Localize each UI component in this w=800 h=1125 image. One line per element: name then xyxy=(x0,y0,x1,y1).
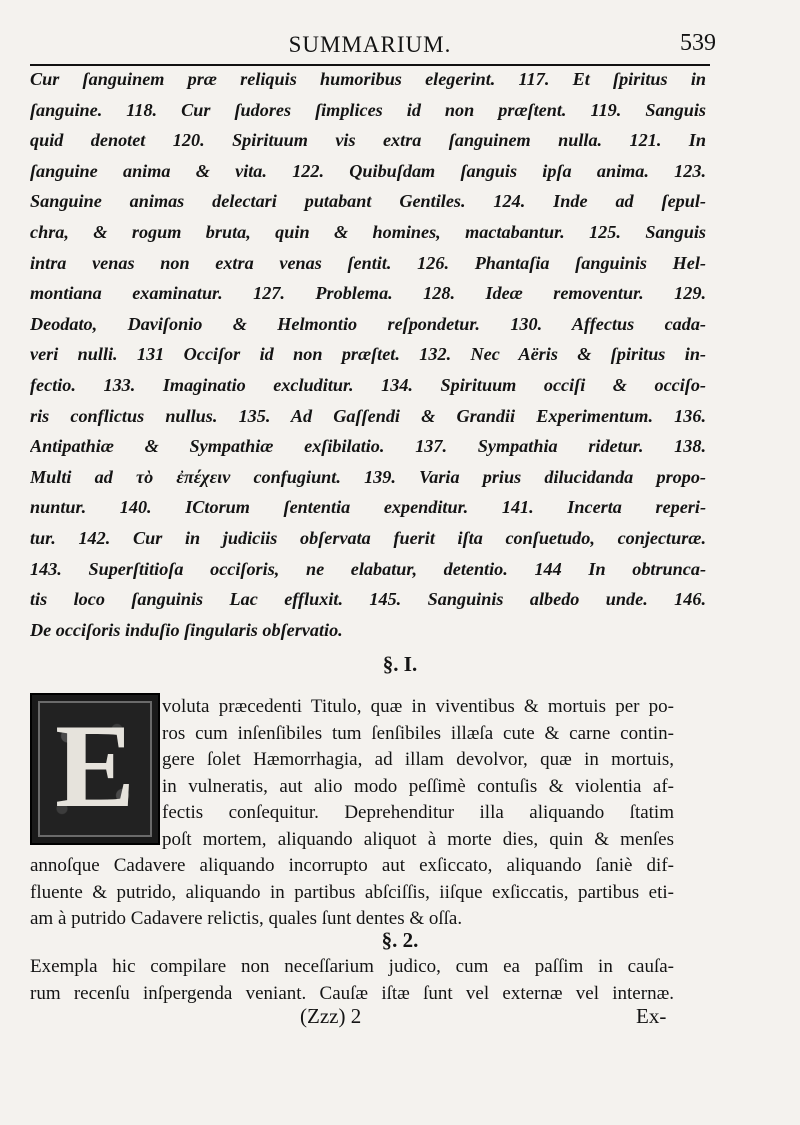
summary-line: ris conflictus nullus. 135. Ad Gaſſendi & Grandii Experimentum. 136. xyxy=(30,405,706,426)
section-2-text xyxy=(30,954,674,1007)
summary-line: quid denotet 120. Spirituum vis extra ſanguinem nulla. 121. In xyxy=(30,130,706,151)
body-line: fectis conſequitur. Deprehenditur illa aliquando ſtatim xyxy=(162,802,674,824)
summary-line: tis loco ſanguinis Lac effluxit. 145. Sanguinis albedo unde. 146. xyxy=(30,589,706,610)
summary-line: Antipathiæ & Sympathiæ exſibilatio. 137. Sympathia ridetur. 138. xyxy=(30,436,706,457)
body-line: rum recenſu inſpergenda veniant. Cauſæ iſtæ ſunt vel externæ vel internæ. xyxy=(30,982,674,1004)
summary-line: Sanguine animas delectari putabant Gentiles. 124. Inde ad ſepul- xyxy=(30,191,706,212)
summary-line: ſanguine anima & vita. 122. Quibuſdam ſanguis ipſa anima. 123. xyxy=(30,160,706,181)
summary-line: montiana examinatur. 127. Problema. 128. Ideæ removentur. 129. xyxy=(30,283,706,304)
body-line: poſt mortem, aliquando aliquot à morte dies, quin & menſes xyxy=(162,828,674,850)
summary-line: tur. 142. Cur in judiciis obſervata fuerit iſta conſuetudo, conjecturæ. xyxy=(30,527,706,548)
summary-line: veri nulli. 131 Occiſor id non præſtet. 132. Nec Aëris & ſpiritus in- xyxy=(30,344,706,365)
page-number: 539 xyxy=(680,30,716,56)
summary-line: ſanguine. 118. Cur ſudores ſimplices id non præſtent. 119. Sanguis xyxy=(30,99,706,120)
decorated-initial xyxy=(30,693,160,845)
body-line: am à putrido Cadavere relictis, quales ſunt dentes & oſſa. xyxy=(30,908,463,930)
running-head xyxy=(30,28,716,66)
summary-line: nuntur. 140. ICtorum ſententia expenditur. 141. Incerta reperi- xyxy=(30,497,706,518)
signature-mark: (Zzz) 2 xyxy=(300,1004,362,1028)
summary-block xyxy=(30,64,706,645)
summary-line: Cur ſanguinem præ reliquis humoribus elegerint. 117. Et ſpiritus in xyxy=(30,69,706,89)
summary-line: De occiſoris induſio ſingularis obſervatio. xyxy=(30,619,343,640)
section-1-full-text xyxy=(30,853,674,933)
body-line: gere ſolet Hæmorrhagia, ad illam devolvor, quæ in mortuis, xyxy=(162,749,674,771)
section-2-mark: §. 2. xyxy=(381,928,419,952)
summary-line: Deodato, Daviſonio & Helmontio reſpondetur. 130. Affectus cada- xyxy=(30,313,706,334)
summary-line: 143. Superſtitioſa occiſoris, ne elabatur, detentio. 144 In obtrunca- xyxy=(30,558,706,579)
summary-line: fectio. 133. Imaginatio excluditur. 134. Spirituum occiſi & occiſo- xyxy=(30,374,706,395)
initial-letter: E xyxy=(54,699,136,832)
body-line: voluta præcedenti Titulo, quæ in viventibus & mortuis per po- xyxy=(162,696,674,717)
summary-line: intra venas non extra venas ſentit. 126. Phantaſia ſanguinis Hel- xyxy=(30,252,706,273)
section-1-mark: §. I. xyxy=(382,652,418,676)
section-1-indented-text xyxy=(162,694,674,854)
summary-line: chra, & rogum bruta, quin & homines, mactabantur. 125. Sanguis xyxy=(30,221,706,242)
catchword: Ex- xyxy=(636,1004,667,1028)
body-line: annoſque Cadavere aliquando incorrupto aut exſiccato, aliquando ſaniè dif- xyxy=(30,855,674,876)
body-line: Exempla hic compilare non neceſſarium judico, cum ea paſſim in cauſa- xyxy=(30,956,674,977)
summary-line: Multi ad τὸ ἐπέχειν confugiunt. 139. Varia prius dilucidanda propo- xyxy=(30,466,706,487)
body-line: ros cum inſenſibiles tum ſenſibiles illæſa cute & carne contin- xyxy=(162,722,674,744)
running-title: SUMMARIUM. xyxy=(288,32,452,57)
body-line: fluente & putrido, aliquando in partibus abſciſſis, iiſque exſiccatis, partibus eti- xyxy=(30,881,674,903)
body-line: in vulneratis, aut alio modo peſſimè contuſis & violentia af- xyxy=(162,775,674,797)
